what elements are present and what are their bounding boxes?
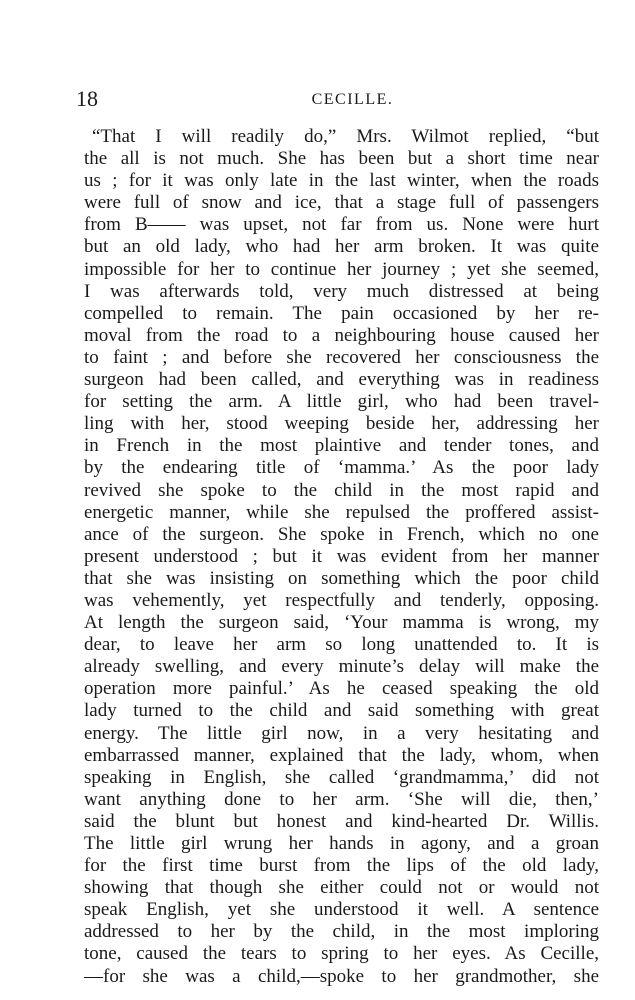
- text-line: energy. The little girl now, in a very hesitating and: [84, 722, 599, 744]
- text-line: were full of snow and ice, that a stage full of passengers: [84, 192, 599, 214]
- text-line: speak English, yet she understood it well. A sentence: [84, 899, 599, 921]
- text-line: impossible for her to continue her journey ; yet she seemed,: [84, 258, 599, 280]
- text-line: The little girl wrung her hands in agony, and a groan: [84, 833, 599, 854]
- text-line: dear, to leave her arm so long unattended to. It is: [84, 634, 599, 656]
- text-line: moval from the road to a neighbouring house caused her: [84, 324, 599, 346]
- text-line: lady turned to the child and said something with great: [84, 700, 599, 722]
- text-line: tone, caused the tears to spring to her eyes. As Cecille,: [84, 943, 599, 965]
- text-line: energetic manner, while she repulsed the proffered assist-: [84, 501, 599, 523]
- text-line: said the blunt but honest and kind-hearted Dr. Willis.: [84, 810, 599, 832]
- text-line: speaking in English, she called ‘grandmamma,’ did not: [84, 766, 599, 788]
- text-line: that she was insisting on something which the poor child: [84, 567, 599, 589]
- text-line: addressed to her by the child, in the most imploring: [84, 921, 599, 943]
- text-line: from B—— was upset, not far from us. None were hurt: [84, 214, 599, 236]
- body-paragraph: [84, 126, 599, 988]
- text-line: already swelling, and every minute’s delay will make the: [84, 656, 599, 678]
- text-line: the all is not much. She has been but a short time near: [84, 148, 599, 170]
- text-line: —for she was a child,—spoke to her grandmother, she: [84, 965, 599, 987]
- text-line: in French in the most plaintive and tender tones, and: [84, 435, 599, 457]
- text-line: but an old lady, who had her arm broken. It was quite: [84, 236, 599, 258]
- text-line: I was afterwards told, very much distressed at being: [84, 280, 599, 302]
- text-line: surgeon had been called, and everything was in readiness: [84, 369, 599, 391]
- text-line: for the first time burst from the lips of the old lady,: [84, 855, 599, 877]
- page-number: 18: [76, 86, 98, 111]
- text-line: ance of the surgeon. She spoke in French, which no one: [84, 523, 599, 545]
- text-line: for setting the arm. A little girl, who had been travel-: [84, 391, 599, 413]
- text-line: was vehemently, yet respectfully and tenderly, opposing.: [84, 589, 599, 611]
- text-line: us ; for it was only late in the last winter, when the roads: [84, 170, 599, 192]
- text-line: present understood ; but it was evident from her manner: [84, 545, 599, 567]
- text-line: ling with her, stood weeping beside her, addressing her: [84, 413, 599, 435]
- text-line: “That I will readily do,” Mrs. Wilmot replied, “but: [92, 126, 599, 147]
- text-line: want anything done to her arm. ‘She will die, then,’: [84, 788, 599, 810]
- text-line: to faint ; and before she recovered her consciousness the: [84, 346, 599, 368]
- running-head: CECILLE.: [311, 91, 394, 108]
- text-line: showing that though she either could not or would not: [84, 877, 599, 899]
- text-line: operation more painful.’ As he ceased speaking the old: [84, 678, 599, 700]
- text-line: compelled to remain. The pain occasioned by her re-: [84, 302, 599, 324]
- page-header: [76, 84, 599, 114]
- text-line: At length the surgeon said, ‘Your mamma is wrong, my: [84, 612, 599, 634]
- text-line: embarrassed manner, explained that the lady, whom, when: [84, 744, 599, 766]
- text-line: by the endearing title of ‘mamma.’ As the poor lady: [84, 457, 599, 479]
- text-line: revived she spoke to the child in the most rapid and: [84, 479, 599, 501]
